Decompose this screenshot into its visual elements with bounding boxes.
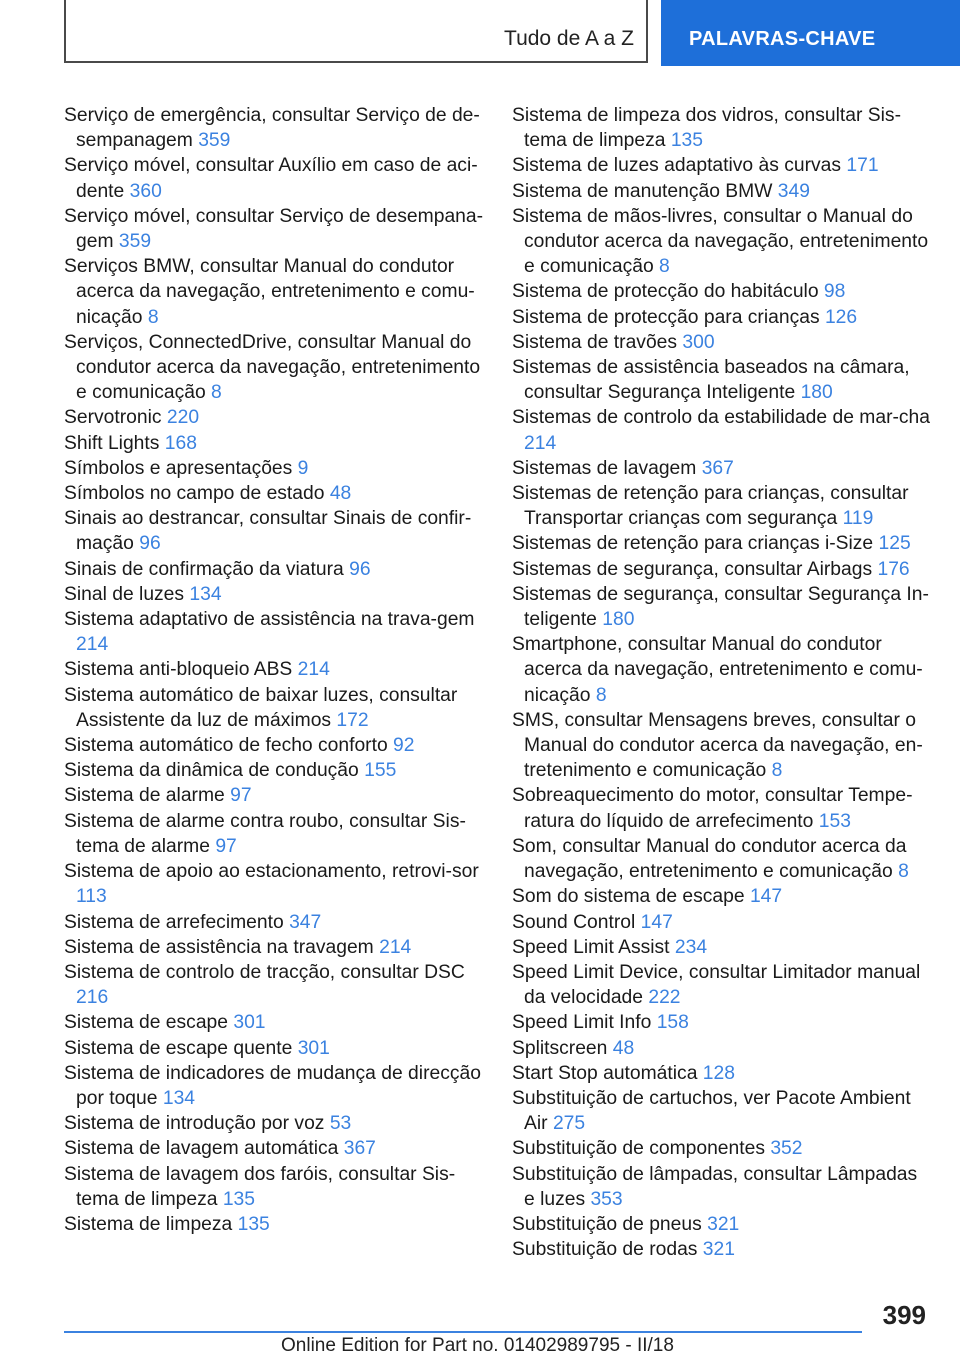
index-entry-page-link[interactable]: 134	[162, 1087, 196, 1109]
index-entry	[64, 557, 484, 582]
index-entry-page-link[interactable]: 135	[222, 1188, 255, 1210]
index-entry-text: Sistema de escape	[64, 1012, 228, 1034]
index-entry-page-link[interactable]: 180	[602, 609, 635, 631]
index-entry-page-link[interactable]: 234	[674, 936, 708, 958]
index-entry-page-link[interactable]: 352	[770, 1138, 803, 1160]
index-entry-text: Splitscreen	[512, 1037, 608, 1059]
index-entry-page-link[interactable]: 97	[230, 785, 252, 807]
index-entry	[512, 1061, 932, 1086]
index-entry-page-link[interactable]: 135	[670, 130, 703, 152]
index-entry-page-link[interactable]: 155	[364, 760, 397, 782]
index-entry	[512, 935, 932, 960]
index-entry-text: Sound Control	[512, 911, 636, 933]
index-entry	[512, 305, 932, 330]
index-entry-page-link[interactable]: 128	[702, 1062, 735, 1084]
index-entry-text: Sistema de controlo de tracção, consultar DSC	[64, 961, 465, 983]
index-entry-page-link[interactable]: 8	[211, 382, 222, 404]
index-entry-page-link[interactable]: 176	[877, 558, 910, 580]
index-entry-text: Sistemas de segurança, consultar Airbags	[512, 558, 873, 580]
index-entry	[512, 179, 932, 204]
index-entry	[512, 1136, 932, 1161]
index-entry-page-link[interactable]: 275	[552, 1113, 586, 1135]
index-entry-text: Símbolos no campo de estado	[64, 483, 325, 505]
index-entry-page-link[interactable]: 119	[842, 508, 874, 530]
index-entry-page-link[interactable]: 9	[297, 457, 309, 479]
index-entry	[64, 1010, 484, 1035]
index-entry-text: Sinal de luzes	[64, 583, 185, 605]
index-entry	[64, 783, 484, 808]
index-entry	[64, 330, 484, 406]
index-entry-page-link[interactable]: 8	[771, 760, 783, 782]
tab-index-label: Tudo de A a Z	[504, 27, 634, 50]
index-entry-page-link[interactable]: 8	[659, 256, 670, 278]
index-entry-text: Som do sistema de escape	[512, 886, 745, 908]
tab-keywords-label: PALAVRAS-CHAVE	[689, 28, 876, 50]
page-number: 399	[882, 1300, 926, 1330]
index-entry-text: Substituição de pneus	[512, 1213, 702, 1235]
index-entry-page-link[interactable]: 48	[329, 483, 352, 505]
index-entry-text: Substituição de componentes	[512, 1138, 765, 1160]
index-entry-text: Sistema anti-bloqueio ABS	[64, 659, 293, 681]
tab-index-a-z[interactable]	[64, 0, 648, 63]
index-entry	[64, 506, 484, 556]
index-entry	[64, 683, 484, 733]
index-entry	[64, 1136, 484, 1161]
index-entry-page-link[interactable]: 168	[164, 432, 197, 454]
index-entry-page-link[interactable]: 214	[379, 936, 412, 958]
index-entry-page-link[interactable]: 96	[349, 558, 371, 580]
index-entry-text: Sistema de limpeza dos vidros, consultar Sis-tema de limpeza	[512, 105, 901, 152]
index-entry	[512, 481, 932, 531]
index-entry-page-link[interactable]: 216	[76, 987, 109, 1009]
index-entry	[64, 1036, 484, 1061]
index-entry-text: Sistema de mãos-livres, consultar o Manual do condutor acerca da navegação, entretenimento e comunicação	[512, 205, 929, 278]
index-entry-page-link[interactable]: 92	[393, 735, 415, 757]
index-entry-text: Sistemas de assistência baseados na câmara, consultar Segurança Inteligente	[512, 357, 910, 404]
index-entry	[512, 632, 932, 708]
index-entry	[64, 481, 484, 506]
index-entry-page-link[interactable]: 134	[189, 583, 222, 605]
index-entry-page-link[interactable]: 347	[289, 911, 322, 933]
index-entry-page-link[interactable]: 8	[898, 861, 909, 883]
index-entry-page-link[interactable]: 125	[878, 533, 911, 555]
tab-keywords[interactable]	[661, 0, 960, 66]
index-entry-page-link[interactable]: 301	[233, 1012, 266, 1034]
index-entry	[512, 557, 932, 582]
index-entry-page-link[interactable]: 220	[166, 407, 200, 429]
index-entry-page-link[interactable]: 8	[595, 684, 607, 706]
index-entry	[512, 834, 932, 884]
index-entry	[64, 809, 484, 859]
index-entry-page-link[interactable]: 353	[590, 1188, 623, 1210]
index-entry-text: Serviço de emergência, consultar Serviço de de-sempanagem	[64, 105, 480, 152]
index-entry	[64, 657, 484, 682]
index-entry-page-link[interactable]: 98	[823, 281, 846, 303]
index-entry	[512, 204, 932, 280]
index-entry	[512, 1010, 932, 1035]
index-entry-page-link[interactable]: 96	[139, 533, 161, 555]
top-navigation	[0, 0, 960, 66]
index-entry-page-link[interactable]: 153	[818, 810, 851, 832]
index-entry-text: Sistemas de controlo da estabilidade de mar-cha	[512, 407, 930, 429]
index-entry-page-link[interactable]: 301	[297, 1037, 330, 1059]
index-entry-text: Sistema de alarme	[64, 785, 225, 807]
index-entry	[64, 733, 484, 758]
index-entry-text: Sistema automático de fecho conforto	[64, 735, 388, 757]
index-entry-text: Substituição de cartuchos, ver Pacote Ambient Air	[512, 1087, 911, 1135]
footer-divider	[64, 1331, 862, 1333]
index-entry-page-link[interactable]: 97	[215, 835, 237, 857]
index-entry-text: Smartphone, consultar Manual do condutor acerca da navegação, entretenimento e comu-nicação	[512, 634, 923, 706]
index-entry-text: Sistema automático de baixar luzes, consultar Assistente da luz de máximos	[64, 684, 458, 731]
index-entry-text: Sistema adaptativo de assistência na trava-gem	[64, 609, 475, 631]
index-entry-text: Sistema de protecção do habitáculo	[512, 281, 819, 303]
index-entry	[64, 1111, 484, 1136]
index-entry	[64, 960, 484, 1010]
index-entry-text: Sistema da dinâmica de condução	[64, 760, 359, 782]
index-entry-text: Sinais ao destrancar, consultar Sinais de confir-mação	[64, 508, 472, 555]
index-entry	[512, 279, 932, 304]
index-entry-page-link[interactable]: 180	[800, 382, 833, 404]
index-entry	[512, 1036, 932, 1061]
index-entry-page-link[interactable]: 222	[648, 987, 681, 1009]
index-entry-page-link[interactable]: 48	[612, 1037, 635, 1059]
index-entry-text: Sistemas de retenção para crianças, consultar Transportar crianças com segurança	[512, 483, 909, 530]
index-entry-text: Símbolos e apresentações	[64, 457, 293, 479]
index-entry-text: Substituição de rodas	[512, 1239, 698, 1261]
index-entry-text: Sistema de lavagem dos faróis, consultar Sis-tema de limpeza	[64, 1163, 456, 1210]
index-entry	[64, 204, 484, 254]
index-entry-page-link[interactable]: 214	[76, 634, 109, 656]
index-entry-text: Serviços BMW, consultar Manual do condutor acerca da navegação, entretenimento e comu-nicação	[64, 256, 475, 328]
index-entry-text: Sistemas de segurança, consultar Segurança In-teligente	[512, 583, 929, 631]
index-entry-page-link[interactable]: 349	[777, 180, 810, 202]
index-entry-text: Sistema de limpeza	[64, 1213, 233, 1235]
index-entry	[512, 103, 932, 153]
index-entry-text: Sistema de escape quente	[64, 1037, 293, 1059]
index-entry-text: Sistema de assistência na travagem	[64, 936, 374, 958]
index-entry	[64, 1212, 484, 1237]
index-entry	[512, 910, 932, 935]
index-entry-text: Sobreaquecimento do motor, consultar Tempe-ratura do líquido de arrefecimento	[512, 785, 913, 832]
index-entry-text: Sistema de travões	[512, 331, 678, 353]
index-entry-text: Speed Limit Assist	[512, 936, 670, 958]
index-entry	[512, 708, 932, 784]
index-entry	[64, 254, 484, 330]
index-entry-text: Servotronic	[64, 407, 162, 429]
index-entry-text: Speed Limit Info	[512, 1012, 652, 1034]
index-entry-text: Sistemas de lavagem	[512, 457, 697, 479]
index-entry	[64, 153, 484, 203]
index-entry-text: Serviços, ConnectedDrive, consultar Manual do condutor acerca da navegação, entretenimento e comunicação	[64, 331, 481, 404]
index-entry-page-link[interactable]: 8	[147, 306, 159, 328]
index-entry-text: Sistema de lavagem automática	[64, 1138, 339, 1160]
index-entry	[64, 103, 484, 153]
index-entry-text: Sistema de protecção para crianças	[512, 306, 820, 328]
index-entry	[512, 405, 932, 455]
index-entry-text: Serviço móvel, consultar Serviço de desempana-gem	[64, 205, 484, 253]
index-entry-page-link[interactable]: 359	[118, 231, 152, 253]
index-entry-page-link[interactable]: 53	[329, 1113, 352, 1135]
index-entry-text: Start Stop automática	[512, 1062, 698, 1084]
index-entry	[512, 1237, 932, 1262]
index-column-right	[512, 103, 932, 1262]
index-entry-page-link[interactable]: 359	[198, 130, 231, 152]
index-entry	[64, 431, 484, 456]
index-entry	[512, 531, 932, 556]
index-entry	[64, 859, 484, 909]
index-entry-page-link[interactable]: 214	[524, 432, 557, 454]
index-entry-page-link[interactable]: 367	[701, 457, 734, 479]
index-entry	[512, 783, 932, 833]
index-entry	[512, 1086, 932, 1136]
index-entry-text: Sistema de arrefecimento	[64, 911, 284, 933]
index-entry-page-link[interactable]: 126	[824, 306, 858, 328]
index-entry-text: Sistema de apoio ao estacionamento, retrovi-sor	[64, 861, 479, 883]
index-entry-text: Shift Lights	[64, 432, 160, 454]
index-entry	[512, 1162, 932, 1212]
index-entry	[64, 1061, 484, 1111]
index-entry-page-link[interactable]: 172	[336, 709, 369, 731]
index-entry-page-link[interactable]: 158	[656, 1012, 689, 1034]
index-entry	[512, 960, 932, 1010]
index-entry	[64, 910, 484, 935]
index-entry-page-link[interactable]: 360	[129, 180, 162, 202]
index-entry	[64, 582, 484, 607]
index-entry-page-link[interactable]: 321	[702, 1239, 735, 1261]
index-entry	[64, 405, 484, 430]
index-entry	[64, 607, 484, 657]
index-entry-text: Som, consultar Manual do condutor acerca da navegação, entretenimento e comunicação	[512, 835, 907, 883]
index-entry-text: Sinais de confirmação da viatura	[64, 558, 344, 580]
index-entry-text: Serviço móvel, consultar Auxílio em caso de aci-dente	[64, 155, 478, 202]
index-entry-text: Speed Limit Device, consultar Limitador manual da velocidade	[512, 961, 921, 1009]
index-entry-text: Substituição de lâmpadas, consultar Lâmpadas e luzes	[512, 1163, 918, 1210]
index-entry-text: Sistema de indicadores de mudança de direcção por toque	[64, 1062, 481, 1109]
index-entry-page-link[interactable]: 367	[343, 1138, 376, 1160]
index-entry-page-link[interactable]: 135	[237, 1213, 270, 1235]
index-entry	[512, 884, 932, 909]
index-column-left	[64, 103, 484, 1237]
index-entry	[512, 1212, 932, 1237]
index-entry-page-link[interactable]: 321	[707, 1213, 740, 1235]
index-entry-page-link[interactable]: 171	[846, 155, 879, 177]
index-entry	[512, 153, 932, 178]
index-entry	[64, 935, 484, 960]
index-entry	[64, 1162, 484, 1212]
index-entry-page-link[interactable]: 113	[76, 886, 107, 908]
index-entry-page-link[interactable]: 147	[640, 911, 673, 933]
index-entry-page-link[interactable]: 147	[749, 886, 783, 908]
index-entry	[512, 582, 932, 632]
index-entry	[64, 758, 484, 783]
index-entry-text: SMS, consultar Mensagens breves, consultar o Manual do condutor acerca da navegação, en-tretenimento e comunicação	[512, 709, 923, 782]
index-entry	[64, 456, 484, 481]
footer-edition: Online Edition for Part no. 01402989795 - II/18	[281, 1335, 674, 1356]
index-entry-text: Sistema de manutenção BMW	[512, 180, 773, 202]
index-entry	[512, 330, 932, 355]
index-entry-page-link[interactable]: 214	[297, 659, 330, 681]
index-entry-text: Sistema de luzes adaptativo às curvas	[512, 155, 842, 177]
index-entry-text: Sistemas de retenção para crianças i-Size	[512, 533, 874, 555]
index-entry	[512, 456, 932, 481]
index-entry	[512, 355, 932, 405]
index-entry-text: Sistema de alarme contra roubo, consultar Sis-tema de alarme	[64, 810, 466, 857]
index-entry-page-link[interactable]: 300	[682, 331, 715, 353]
index-entry-text: Sistema de introdução por voz	[64, 1113, 325, 1135]
